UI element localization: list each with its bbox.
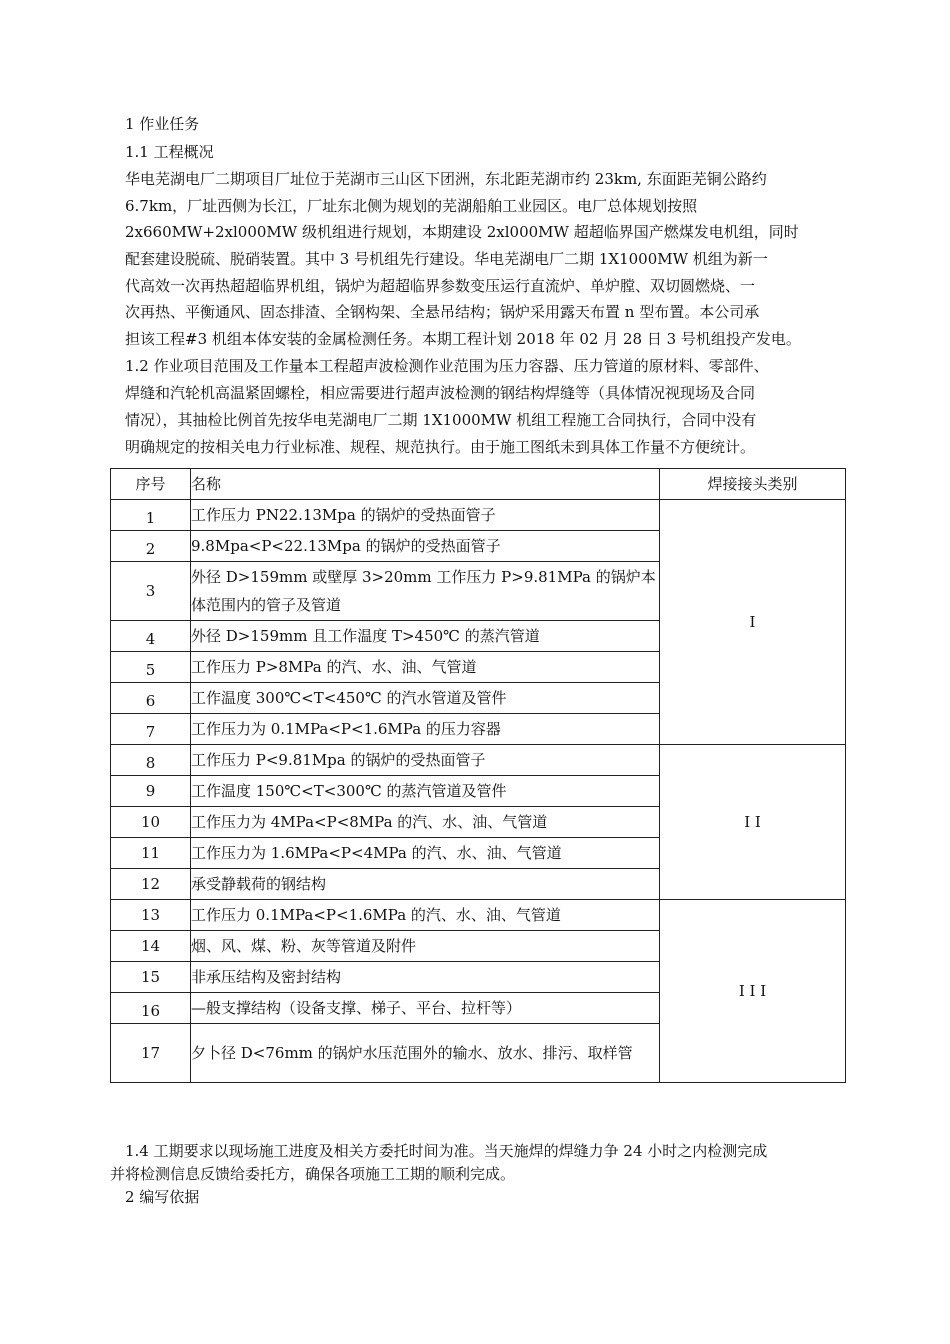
table-header-row xyxy=(111,469,846,500)
overview-line: 代高效一次再热超超临界机组，锅炉为超超临界参数变压运行直流炉、单炉膛、双切圆燃烧、一 xyxy=(125,277,756,295)
row-name: 工作压力为 1.6MPa<P<4MPa 的汽、水、油、气管道 xyxy=(191,838,660,869)
header-no: 序号 xyxy=(111,469,191,500)
scope-line: 焊缝和汽轮机高温紧固螺栓，相应需要进行超声波检测的钢结构焊缝等（具体情况视现场及合同 xyxy=(125,384,756,402)
row-no: 9 xyxy=(111,776,191,807)
row-name: 夕卜径 D<76mm 的锅炉水压范围外的输水、放水、排污、取样管 xyxy=(191,1024,660,1083)
row-name: —般支撑结构（设备支撑、梯子、平台、拉杆等） xyxy=(191,993,660,1024)
row-name: 非承压结构及密封结构 xyxy=(191,962,660,993)
scope-line: 明确规定的按相关电力行业标准、规程、规范执行。由于施工图纸未到具体工作量不方便统计。 xyxy=(125,438,756,456)
subsection-title: 1.1 工程概况 xyxy=(125,143,214,161)
row-no: 3 xyxy=(111,562,191,621)
section2-title: 2 编写依据 xyxy=(125,1188,200,1206)
table-row xyxy=(111,900,846,931)
table-row xyxy=(111,745,846,776)
overview-line: 2x660MW+2xl000MW 级机组进行规划，本期建设 2xl000MW 超超临界国产燃煤发电机组，同时 xyxy=(125,223,799,241)
row-no: 6 xyxy=(111,683,191,714)
row-name: 工作压力为 4MPa<P<8MPa 的汽、水、油、气管道 xyxy=(191,807,660,838)
overview-line: 次再热、平衡通风、固态排渣、全钢构架、全悬吊结构；锅炉采用露天布置 n 型布置。本公司承 xyxy=(125,303,760,321)
category-cell: I I xyxy=(660,745,846,900)
overview-line: 6.7km，厂址西侧为长江，厂址东北侧为规划的芜湖船舶工业园区。电厂总体规划按照 xyxy=(125,197,698,215)
row-no: 2 xyxy=(111,531,191,562)
weld-category-table xyxy=(110,468,846,1083)
row-no: 5 xyxy=(111,652,191,683)
row-no: 14 xyxy=(111,931,191,962)
row-no: 1 xyxy=(111,500,191,531)
row-name: 工作压力为 0.1MPa<P<1.6MPa 的压力容器 xyxy=(191,714,660,745)
schedule-line: 并将检测信息反馈给委托方，确保各项施工工期的顺利完成。 xyxy=(110,1165,516,1183)
row-no: 16 xyxy=(111,993,191,1024)
header-category: 焊接接头类别 xyxy=(660,469,846,500)
row-name: 承受静载荷的钢结构 xyxy=(191,869,660,900)
row-name: 外径 D>159mm 且工作温度 T>450℃ 的蒸汽管道 xyxy=(191,621,660,652)
row-name: 工作压力 0.1MPa<P<1.6MPa 的汽、水、油、气管道 xyxy=(191,900,660,931)
row-name: 9.8Mpa<P<22.13Mpa 的锅炉的受热面管子 xyxy=(191,531,660,562)
overview-line: 华电芜湖电厂二期项目厂址位于芜湖市三山区下团洲，东北距芜湖市约 23km, 东面距芜铜公路约 xyxy=(125,170,767,188)
overview-line: 担该工程#3 机组本体安装的金属检测任务。本期工程计划 2018 年 02 月 28 日 3 号机组投产发电。 xyxy=(125,330,801,348)
row-no: 12 xyxy=(111,869,191,900)
scope-line: 情况），其抽检比例首先按华电芜湖电厂二期 1X1000MW 机组工程施工合同执行，合同中没有 xyxy=(125,411,757,429)
row-no: 8 xyxy=(111,745,191,776)
table-row xyxy=(111,500,846,531)
row-no: 4 xyxy=(111,621,191,652)
row-name: 工作压力 PN22.13Mpa 的锅炉的受热面管子 xyxy=(191,500,660,531)
row-name: 工作压力 P>8MPa 的汽、水、油、气管道 xyxy=(191,652,660,683)
schedule-line: 1.4 工期要求以现场施工进度及相关方委托时间为准。当天施焊的焊缝力争 24 小时之内检测完成 xyxy=(125,1142,768,1160)
category-cell: I xyxy=(660,500,846,745)
row-name: 烟、风、煤、粉、灰等管道及附件 xyxy=(191,931,660,962)
header-name: 名称 xyxy=(191,469,660,500)
overview-line: 配套建设脱硫、脱硝装置。其中 3 号机组先行建设。华电芜湖电厂二期 1X1000MW 机组为新一 xyxy=(125,250,768,268)
row-name: 工作温度 300℃<T<450℃ 的汽水管道及管件 xyxy=(191,683,660,714)
row-no: 17 xyxy=(111,1024,191,1083)
row-no: 11 xyxy=(111,838,191,869)
row-name: 工作温度 150℃<T<300℃ 的蒸汽管道及管件 xyxy=(191,776,660,807)
row-name: 工作压力 P<9.81Mpa 的锅炉的受热面管子 xyxy=(191,745,660,776)
row-no: 15 xyxy=(111,962,191,993)
row-no: 10 xyxy=(111,807,191,838)
section-title: 1 作业任务 xyxy=(125,115,200,133)
row-no: 7 xyxy=(111,714,191,745)
row-name: 外径 D>159mm 或壁厚 3>20mm 工作压力 P>9.81MPa 的锅炉本体范围内的管子及管道 xyxy=(191,562,660,621)
row-no: 13 xyxy=(111,900,191,931)
scope-line: 1.2 作业项目范围及工作量本工程超声波检测作业范围为压力容器、压力管道的原材料、零部件、 xyxy=(125,357,769,375)
category-cell: I I I xyxy=(660,900,846,1083)
